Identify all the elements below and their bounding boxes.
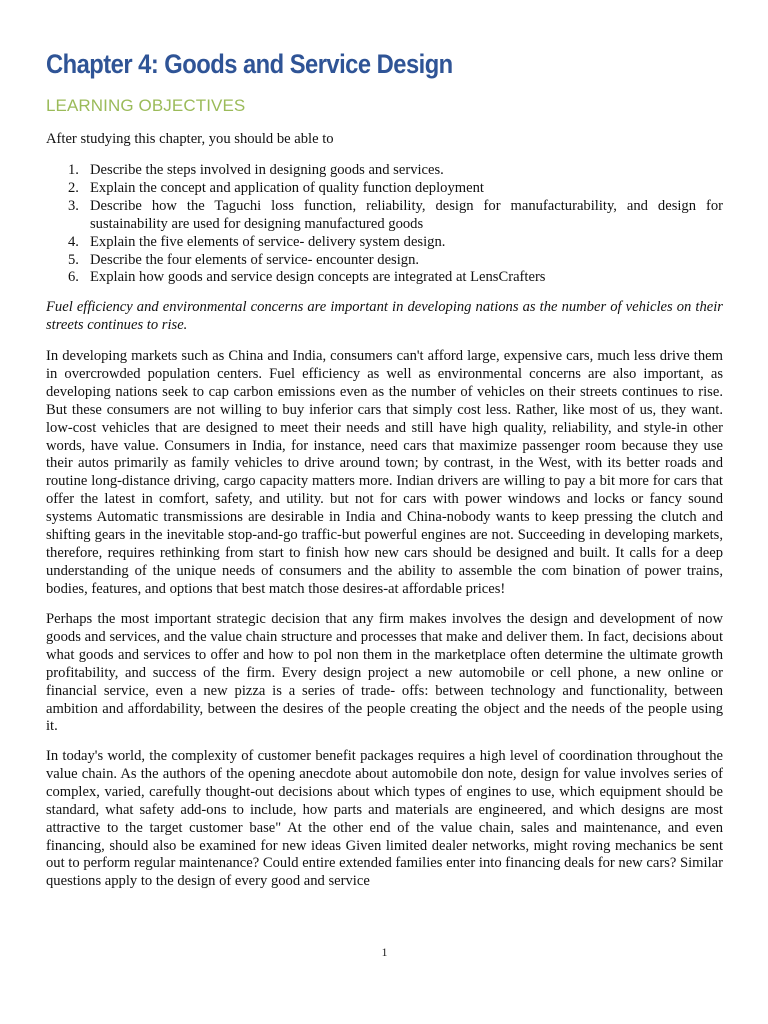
- objective-number: 3.: [68, 197, 79, 214]
- objective-text: Describe the four elements of service- encounter design.: [90, 251, 420, 268]
- page-number: 1: [381, 945, 388, 959]
- objective-text: Describe the steps involved in designing goods and services.: [90, 162, 444, 178]
- objective-item: [46, 198, 723, 234]
- objective-text: Explain how goods and service design concepts are integrated at LensCrafters: [90, 269, 546, 286]
- objective-number: 1.: [68, 162, 79, 178]
- objective-number: 2.: [68, 179, 79, 196]
- chapter-title: Chapter 4: Goods and Service Design: [46, 49, 453, 79]
- italic-summary-paragraph: Fuel efficiency and environmental concerns are important in developing nations as the number of vehicles on their streets continues to rise.: [46, 299, 723, 333]
- body-paragraph: In today's world, the complexity of customer benefit packages requires a high level of coordination throughout the value chain. As the authors of the opening anecdote about automobile don note, design for value involves series of complex, varied, carefully thought-out decisions about which types of engines to use, which equipment should be standard, what safety add-ons to include, how parts and materials are engineered, and which designs are most attractive to the target customer base" At the other end of the value chain, sales and maintenance, and even financing, should also be examined for new ideas Given limited dealer networks, might roving mechanics be sent out to perform regular maintenance? Could entire extended families enter into financing deals for new cars? Similar questions apply to the design of every good and service: [46, 748, 723, 890]
- body-paragraph: In developing markets such as China and India, consumers can't afford large, expensive cars, much less drive them in overcrowded population centers. Fuel efficiency as well as environmental concerns are also important, as developing nations seek to cap carbon emissions even as the number of vehicles on their streets continues to rise. But these consumers are not willing to buy inferior cars that simply cost less. Rather, like most of us, they want. low-cost vehicles that are designed to meet their needs and still have high quality, reliability, and style-in other words, have value. Consumers in India, for instance, need cars that maximize passenger room because they use their autos primarily as family vehicles to drive around town; by contrast, in the West, with its better roads and routine long-distance driving, cargo capacity matters more. Indian drivers are willing to pay a bit more for cars that offer the latest in comfort, safety, and utility. but not for cars with power windows and locks or fancy sound systems Automatic transmissions are desirable in India and China-nobody wants to keep pressing the clutch and shifting gears in the inevitable stop-and-go traffic-but powerful engines are not. Succeeding in developing markets, therefore, requires rethinking from start to finish how new cars should be designed and built. It calls for a deep understanding of the unique needs of consumers and the ability to assemble the com bination of power trains, bodies, features, and options that best match those desires-at affordable prices!: [46, 348, 723, 597]
- intro-text: After studying this chapter, you should be able to: [46, 131, 334, 147]
- objective-text: Explain the five elements of service- delivery system design.: [90, 233, 446, 250]
- objectives-list: [46, 162, 723, 287]
- objective-item: [46, 269, 723, 287]
- objective-item: [46, 162, 723, 180]
- objective-text: Describe how the Taguchi loss function, reliability, design for manufacturability, and design for sustainability are used for designing manufactured goods: [90, 197, 723, 232]
- objective-item: [46, 180, 723, 198]
- body-paragraph: Perhaps the most important strategic decision that any firm makes involves the design and development of now goods and services, and the value chain structure and processes that make and deliver them. In fact, decisions about what goods and services to offer and how to pol non them in the marketplace often determine the ultimate growth profitability, and success of the firm. Every design project a new automobile or cell phone, a new online or financial service, even a new pizza is a series of trade- offs: between technology and functionality, between ambition and affordability, between the desires of the people creating the object and the needs of the people using it.: [46, 611, 723, 735]
- objective-item: [46, 252, 723, 270]
- objective-item: [46, 234, 723, 252]
- objective-text: Explain the concept and application of quality function deployment: [90, 179, 484, 196]
- objective-number: 5.: [68, 251, 79, 268]
- learning-objectives-heading: LEARNING OBJECTIVES: [46, 96, 246, 115]
- objective-number: 6.: [68, 269, 79, 286]
- objective-number: 4.: [68, 233, 79, 250]
